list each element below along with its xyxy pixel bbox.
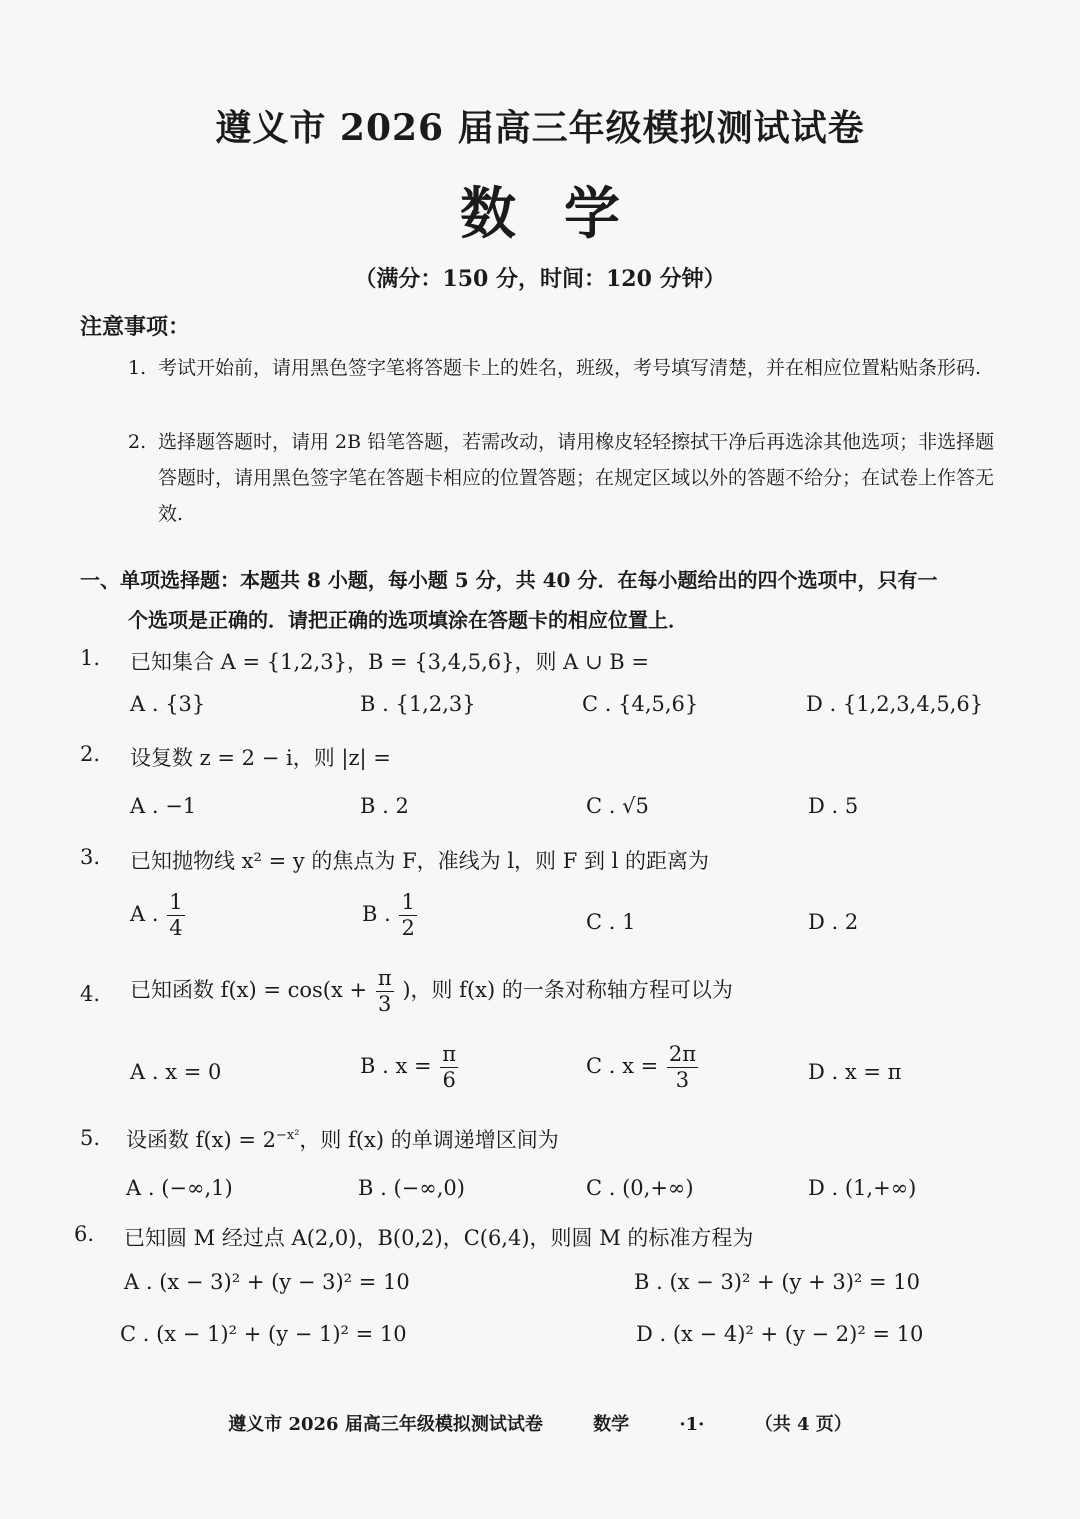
option-d: D . x = π xyxy=(808,1060,902,1084)
fraction xyxy=(399,892,416,939)
question-stem xyxy=(126,1124,559,1154)
question-stem xyxy=(130,968,733,1015)
numerator: π xyxy=(442,1042,457,1066)
footer-subject: 数学 xyxy=(593,1414,630,1435)
exam-title: 遵义市 2026 届高三年级模拟测试试卷 xyxy=(215,107,865,149)
option-a: A . {3} xyxy=(130,692,206,716)
note-number: 1. xyxy=(128,357,147,379)
option-a: A . −1 xyxy=(130,794,197,818)
page-footer xyxy=(0,1410,1080,1436)
option-c xyxy=(586,1044,700,1091)
option-b: B . 2 xyxy=(360,794,409,818)
note-item xyxy=(128,424,1008,532)
option-c: C . 1 xyxy=(586,910,636,934)
question-2 xyxy=(80,742,100,766)
option-c: C . {4,5,6} xyxy=(582,692,699,716)
numerator: π xyxy=(377,966,392,990)
note-number: 2. xyxy=(128,431,147,453)
denominator: 3 xyxy=(378,992,392,1016)
option-d: D . (x − 4)² + (y − 2)² = 10 xyxy=(636,1322,924,1346)
option-a: A . x = 0 xyxy=(130,1060,222,1084)
fraction xyxy=(167,892,184,939)
option-c: C . √5 xyxy=(586,794,649,818)
numerator: 1 xyxy=(401,890,415,914)
section-line-2: 个选项是正确的．请把正确的选项填涂在答题卡的相应位置上． xyxy=(128,608,688,632)
footer-page-number: ·1· xyxy=(679,1414,705,1435)
option-b xyxy=(362,892,419,939)
question-5 xyxy=(80,1126,100,1150)
question-stem: 已知圆 M 经过点 A(2,0)，B(0,2)，C(6,4)，则圆 M 的标准方程为 xyxy=(124,1226,754,1250)
question-6 xyxy=(74,1222,94,1246)
question-3 xyxy=(80,845,100,869)
note-item xyxy=(128,350,1008,386)
fraction xyxy=(667,1044,698,1091)
stem-part: 已知函数 f(x) = cos(x + xyxy=(130,978,368,1002)
option-label: A . xyxy=(130,902,159,926)
numerator: 1 xyxy=(169,890,183,914)
option-d: D . 2 xyxy=(808,910,859,934)
note-text: 选择题答题时，请用 2B 铅笔答题，若需改动，请用橡皮轻轻擦拭干净后再选涂其他选项；非选择题答题时，请用黑色签字笔在答题卡相应的位置答题；在规定区域以外的答题不给分；在试卷上作答无效. xyxy=(158,431,995,525)
subject-title: 数学 xyxy=(460,181,668,247)
option-c: C . (x − 1)² + (y − 1)² = 10 xyxy=(120,1322,407,1346)
option-d: D . (1,+∞) xyxy=(808,1176,917,1200)
denominator: 3 xyxy=(675,1068,690,1092)
question-number: 1. xyxy=(80,646,101,670)
option-b xyxy=(360,1044,460,1091)
fraction xyxy=(376,968,394,1015)
footer-total-pages: （共 4 页） xyxy=(754,1414,852,1435)
exponent: −x² xyxy=(275,1128,300,1143)
stem-part: ，则 f(x) 的单调递增区间为 xyxy=(299,1128,559,1152)
option-a xyxy=(130,892,187,939)
question-stem: 已知抛物线 x² = y 的焦点为 F，准线为 l，则 F 到 l 的距离为 xyxy=(130,849,710,873)
question-stem: 已知集合 A = {1,2,3}，B = {3,4,5,6}，则 A ∪ B = xyxy=(130,650,650,674)
exam-meta: （满分：150 分，时间：120 分钟） xyxy=(354,266,726,292)
option-c: C . (0,+∞) xyxy=(586,1176,694,1200)
question-stem: 设复数 z = 2 − i，则 |z| = xyxy=(130,746,391,770)
question-number: 4. xyxy=(80,982,101,1006)
denominator: 2 xyxy=(401,916,415,940)
section-line-1: 一、单项选择题：本题共 8 小题，每小题 5 分，共 40 分．在每小题给出的四个选项中，只有一 xyxy=(80,568,938,592)
option-label: B . xyxy=(362,902,391,926)
question-4 xyxy=(80,982,100,1006)
stem-part: )，则 f(x) 的一条对称轴方程可以为 xyxy=(402,978,733,1002)
notes-heading: 注意事项： xyxy=(80,314,191,340)
numerator: 2π xyxy=(668,1042,697,1066)
question-1 xyxy=(80,646,100,670)
question-number: 5. xyxy=(80,1126,101,1150)
option-d: D . {1,2,3,4,5,6} xyxy=(806,692,984,716)
option-d: D . 5 xyxy=(808,794,859,818)
note-text: 考试开始前，请用黑色签字笔将答题卡上的姓名，班级，考号填写清楚，并在相应位置粘贴条形码. xyxy=(158,357,982,379)
denominator: 6 xyxy=(442,1068,456,1092)
option-b: B . {1,2,3} xyxy=(360,692,476,716)
option-label: C . x = xyxy=(586,1054,659,1078)
option-label: B . x = xyxy=(360,1054,432,1078)
option-b: B . (−∞,0) xyxy=(358,1176,465,1200)
option-a: A . (−∞,1) xyxy=(126,1176,233,1200)
question-number: 3. xyxy=(80,845,101,869)
fraction xyxy=(440,1044,458,1091)
option-b: B . (x − 3)² + (y + 3)² = 10 xyxy=(634,1270,921,1294)
stem-part: 设函数 f(x) = 2 xyxy=(126,1128,276,1152)
denominator: 4 xyxy=(169,916,183,940)
question-number: 2. xyxy=(80,742,101,766)
option-a: A . (x − 3)² + (y − 3)² = 10 xyxy=(124,1270,410,1294)
section-heading xyxy=(80,560,1010,640)
footer-title: 遵义市 2026 届高三年级模拟测试试卷 xyxy=(228,1414,543,1435)
question-number: 6. xyxy=(74,1222,95,1246)
